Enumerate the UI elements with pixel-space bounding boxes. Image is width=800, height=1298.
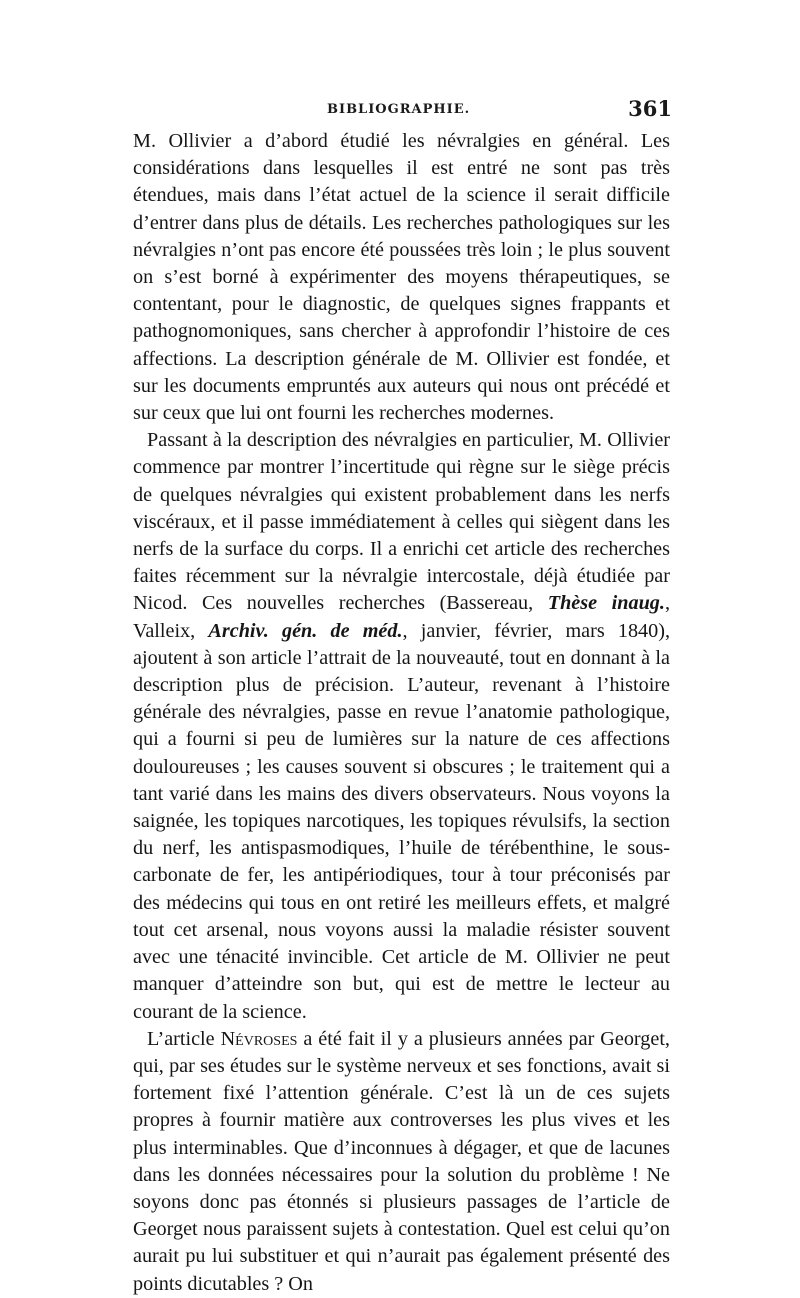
paragraph-2-text-c: , janvier, février, mars 1840), ajoutent à son article l’attrait de la nouveauté, tout en donnant à la description plus de précision. L’auteur, revenant à l’histoire générale des névralgies, passe en revue l’anatomie pathologique, qui a fourni si peu de lumières sur la nature de ces affections douloureuses ; les causes souvent si obscures ; le traitement qui a tant varié dans les mains des divers observateurs. Nous voyons la saignée, les topiques narcotiques, les topiques révulsifs, la section du nerf, les antispasmodiques, l’huile de térébenthine, le sous-carbonate de fer, les antipériodiques, tour à tour préconisés par des médecins qui tous en ont retiré les meilleurs effets, et malgré tout cet arsenal, nous voyons aussi la maladie résister souvent avec une ténacité invincible. Cet article de M. Ollivier ne peut manquer d’atteindre son but, qui est de mettre le lecteur au courant de la science. xyxy=(133,619,671,1023)
paragraph-3-text-a: L’article xyxy=(147,1027,221,1050)
paragraph-2-text-b: , Valleix, xyxy=(133,592,670,642)
body-text xyxy=(133,128,670,1298)
paragraph-3-text-b: a été fait il y a plusieurs années par Georget, qui, par ses études sur le système nerveux et ses fonctions, avait si fortement fixé l’attention générale. C’est là un de ces sujets propres à fournir matière aux controverses les plus vives et les plus interminables. Que d’inconnues à dégager, et que de lacunes dans les données nécessaires pour la solution du problème ! Ne soyons donc pas étonnés si plusieurs passages de l’article de Georget nous paraissent sujets à contestation. Quel est celui qu’on aurait pu lui substituer et qui n’aurait pas également présenté des points dicutables ? On xyxy=(133,1027,670,1295)
italic-title-archiv: Archiv. gén. de méd. xyxy=(208,619,403,642)
paragraph-2 xyxy=(133,427,670,1025)
paragraph-2-text-a: Passant à la description des névralgies en particulier, M. Ollivier commence par montrer l’incertitude qui règne sur le siège précis de quelques névralgies qui existent probablement dans les nerfs viscéraux, et il passe immédiatement à celles qui siègent dans les nerfs de la surface du corps. Il a enrichi cet article des recherches faites récemment sur la névralgie intercostale, déjà étudiée par Nicod. Ces nouvelles recherches (Bassereau, xyxy=(133,429,670,615)
small-caps-nevroses: Névroses xyxy=(220,1027,298,1050)
italic-title-these: Thèse inaug. xyxy=(547,592,665,615)
page-number: 361 xyxy=(628,96,672,121)
paragraph-1: M. Ollivier a d’abord étudié les névralgies en général. Les considérations dans lesquelles il est entré ne sont pas très étendues, mais dans l’état actuel de la science il serait difficile d’entrer dans plus de détails. Les recherches pathologiques sur les névralgies n’ont pas encore été poussées très loin ; le plus souvent on s’est borné à expérimenter des moyens thérapeutiques, se contentant, pour le diagnostic, de quelques signes frappants et pathognomoniques, sans chercher à approfondir l’histoire de ces affections. La description générale de M. Ollivier est fondée, et sur les documents empruntés aux auteurs qui nous ont précédé et sur ceux que lui ont fourni les recherches modernes. xyxy=(133,130,670,425)
page-header xyxy=(132,96,672,126)
paragraph-3 xyxy=(133,1026,670,1298)
running-title: BIBLIOGRAPHIE. xyxy=(327,102,471,117)
